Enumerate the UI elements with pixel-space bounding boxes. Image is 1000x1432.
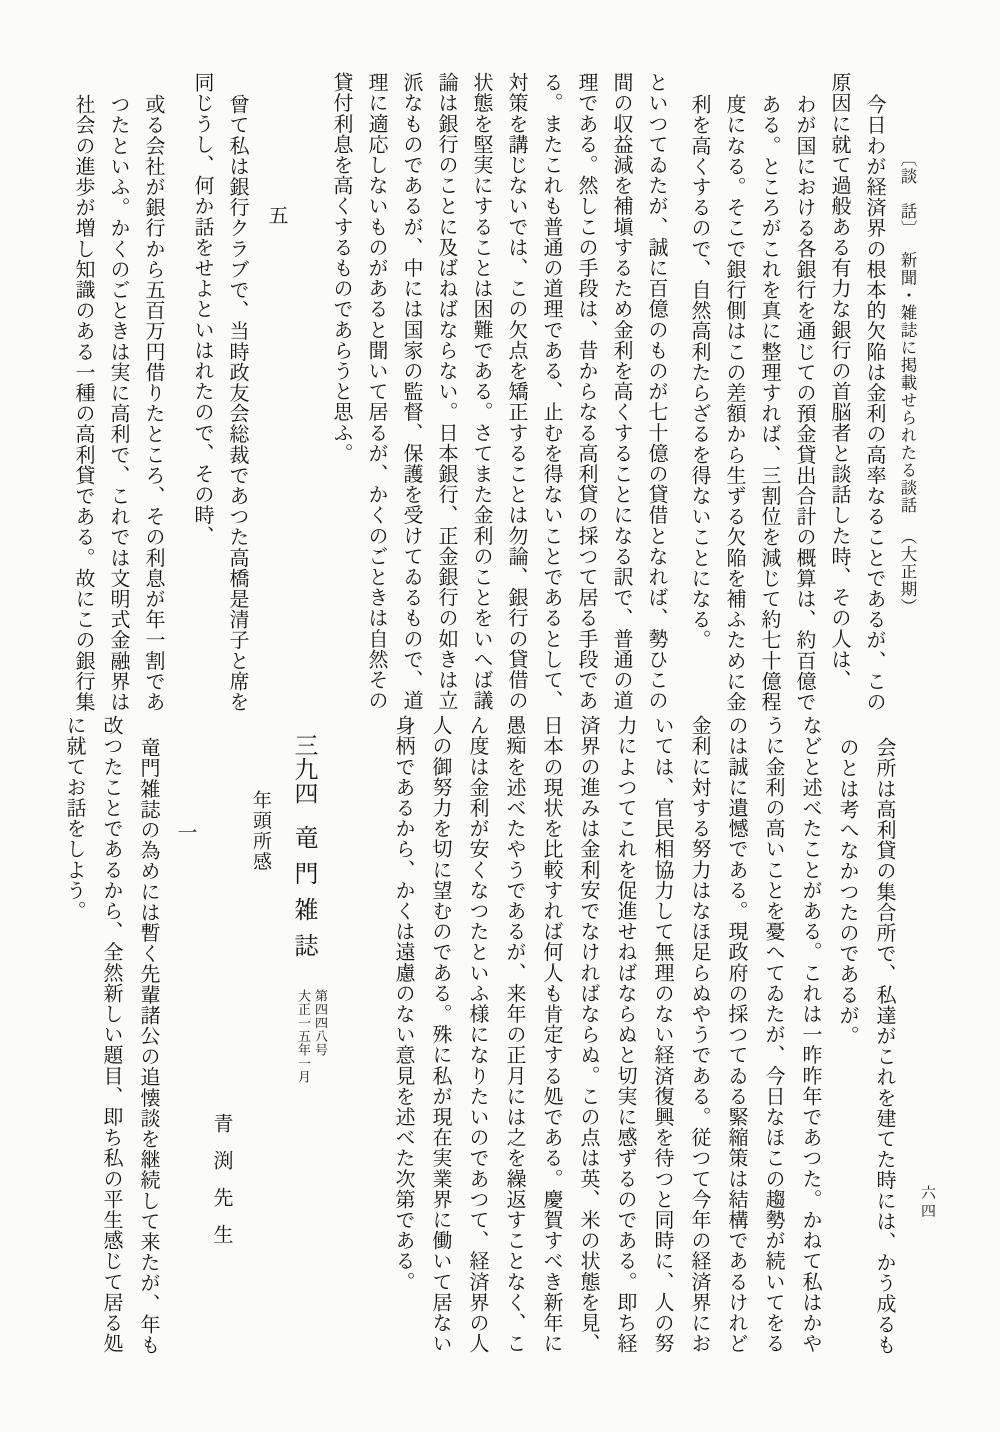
running-header (891, 72, 923, 724)
block-quote (65, 72, 170, 724)
text-column: うに金利の高いことを憂へてゐたが、今日なほこの趨勢が続いてをる (762, 715, 784, 1354)
paragraph (184, 72, 254, 724)
text-column: 済界の進みは金利安でなければならぬ。この点は英、米の状態を見、 (577, 715, 599, 1354)
text-column: 人の御努力を切に望むのである。殊に私が現在実業界に働いて居ない (429, 715, 451, 1354)
article-number: 三九四 (290, 733, 316, 805)
upper-text-block (65, 72, 923, 724)
text-column: のは誠に遺憾である。現政府の採つてゐる緊縮策は結構であるけれど (725, 715, 747, 1354)
quote-column: 利を高くするので、自然高利たらざるを得ないことになる。 (688, 94, 710, 651)
paragraph (323, 72, 673, 724)
text-column: 原因に就て過般ある有力な銀行の首脳者と談話した時、その人は、 (828, 72, 850, 690)
section-number-one: 一 (174, 822, 196, 842)
text-column: 竜門雑誌の為めには暫く先輩諸公の追懐談を継続して来たが、年も (137, 737, 159, 1355)
block-quote (681, 72, 821, 724)
text-column: 金利に対する努力はなほ足らぬやうである。従つて今年の経済界にお (688, 715, 710, 1354)
quote-column: 会所は高利貸の集合所で、私達がこれを建てた時には、かう成るも (873, 737, 895, 1355)
quote-column: のとは考へなかつたのであるが。 (836, 737, 858, 1046)
text-column: などと述べたことがある。これは一昨昨年であつた。かねて私はかや (799, 715, 821, 1354)
text-column: 身柄であるから、かくは遠慮のない意見を述べた次第である。 (392, 715, 414, 1292)
paragraph (55, 715, 166, 1380)
block-quote-continued (828, 715, 902, 1380)
issue-info (295, 989, 329, 1084)
text-column: 力によつてこれを促進せねばならぬと切実に感ずるのである。即ち経 (614, 715, 636, 1354)
text-column: ん度は金利が安くなつたといふ様になりたいのであつて、経済界の人 (466, 715, 488, 1354)
article-title: 年頭所感 (250, 790, 271, 872)
header-period: （大正期） (898, 528, 917, 616)
header-title: 新聞・雑誌に掲載せられたる談話 (898, 251, 917, 514)
text-column: 論は銀行のことに及ばねばならない。日本銀行、正金銀行の如きは立 (435, 72, 457, 711)
section-number-five: 五 (265, 205, 287, 225)
text-column: 曾て私は銀行クラブで、当時政友会総裁であつた高橋是清子と席を (226, 94, 248, 712)
text-column: 状態を堅実にすることは困難である。さてまた金利のことをいへば議 (470, 72, 492, 711)
page-number: 六四 (919, 1185, 935, 1221)
text-column: る。またこれも普通の道理である、止むを得ないことであるとして、 (540, 72, 562, 711)
text-column: 愚痴を述べたやうであるが、来年の正月には之を繰返すことなく、こ (503, 715, 525, 1354)
text-column: 対策を講じないでは、この欠点を矯正することは勿論、銀行の貸借の (505, 72, 527, 711)
text-column: 日本の現状を比較すれば何人も肯定する処である。慶賀すべき新年に (540, 715, 562, 1354)
article-heading-group (286, 715, 329, 1380)
text-column: 理である。然しこの手段は、昔からなる高利貸の採つて居る手段であ (575, 72, 597, 711)
text-column: 貸付利息を高くするものであらうと思ふ。 (330, 72, 352, 464)
article-heading (286, 715, 329, 1380)
text-column: 間の収益減を補塡するため金利を高くすることになる訳で、普通の道 (610, 72, 632, 711)
text-column: に就てお話をしよう。 (63, 715, 85, 921)
quote-column: 或る会社が銀行から五百万円借りたところ、その利息が年一割であ (142, 94, 164, 712)
text-column: 今日わが経済界の根本的欠陥は金利の高率なることであるが、この (863, 94, 885, 712)
text-column: 同じうし、何か話をせよといはれたので、その時、 (191, 72, 213, 546)
paragraph (821, 72, 891, 724)
quote-column: つたといふ。かくのごときは実に高利で、これでは文明式金融界は (107, 94, 129, 712)
paragraph (384, 715, 828, 1380)
quote-column: ある。ところがこれを真に整理すれば、三割位を減じて約七十億程 (758, 94, 780, 712)
journal-title: 竜門雑誌 (290, 825, 316, 969)
article-author: 青渕先生 (210, 1113, 232, 1261)
lower-text-block (55, 715, 902, 1380)
issue-number: 第四四八号 (313, 989, 328, 1057)
issue-date: 大正一五年一月 (296, 989, 311, 1084)
quote-column: わが国における各銀行を通じての預金貸出合計の概算は、約百億で (793, 94, 815, 712)
quote-column: 社会の進歩が増し知識のある一種の高利貸である。故にこの銀行集 (72, 94, 94, 712)
header-tag: 〔談 話〕 (898, 150, 917, 238)
text-column: 派なものであるが、中には国家の監督、保護を受けてゐるもので、道 (400, 72, 422, 711)
quote-column: 度になる。そこで銀行側はこの差額から生ずる欠陥を補ふために金 (723, 94, 745, 712)
text-column: 改つたことであるから、全然新しい題目、即ち私の平生感じて居る処 (100, 715, 122, 1354)
text-column: 理に適応しないものがあると聞いて居るが、かくのごときは自然その (365, 72, 387, 711)
text-column: いては、官民相協力して無理のない経済復興を待つと同時に、人の努 (651, 715, 673, 1354)
text-column: といつてゐたが、誠に百億のものが七十億の貸借となれば、勢ひこの (645, 72, 667, 711)
